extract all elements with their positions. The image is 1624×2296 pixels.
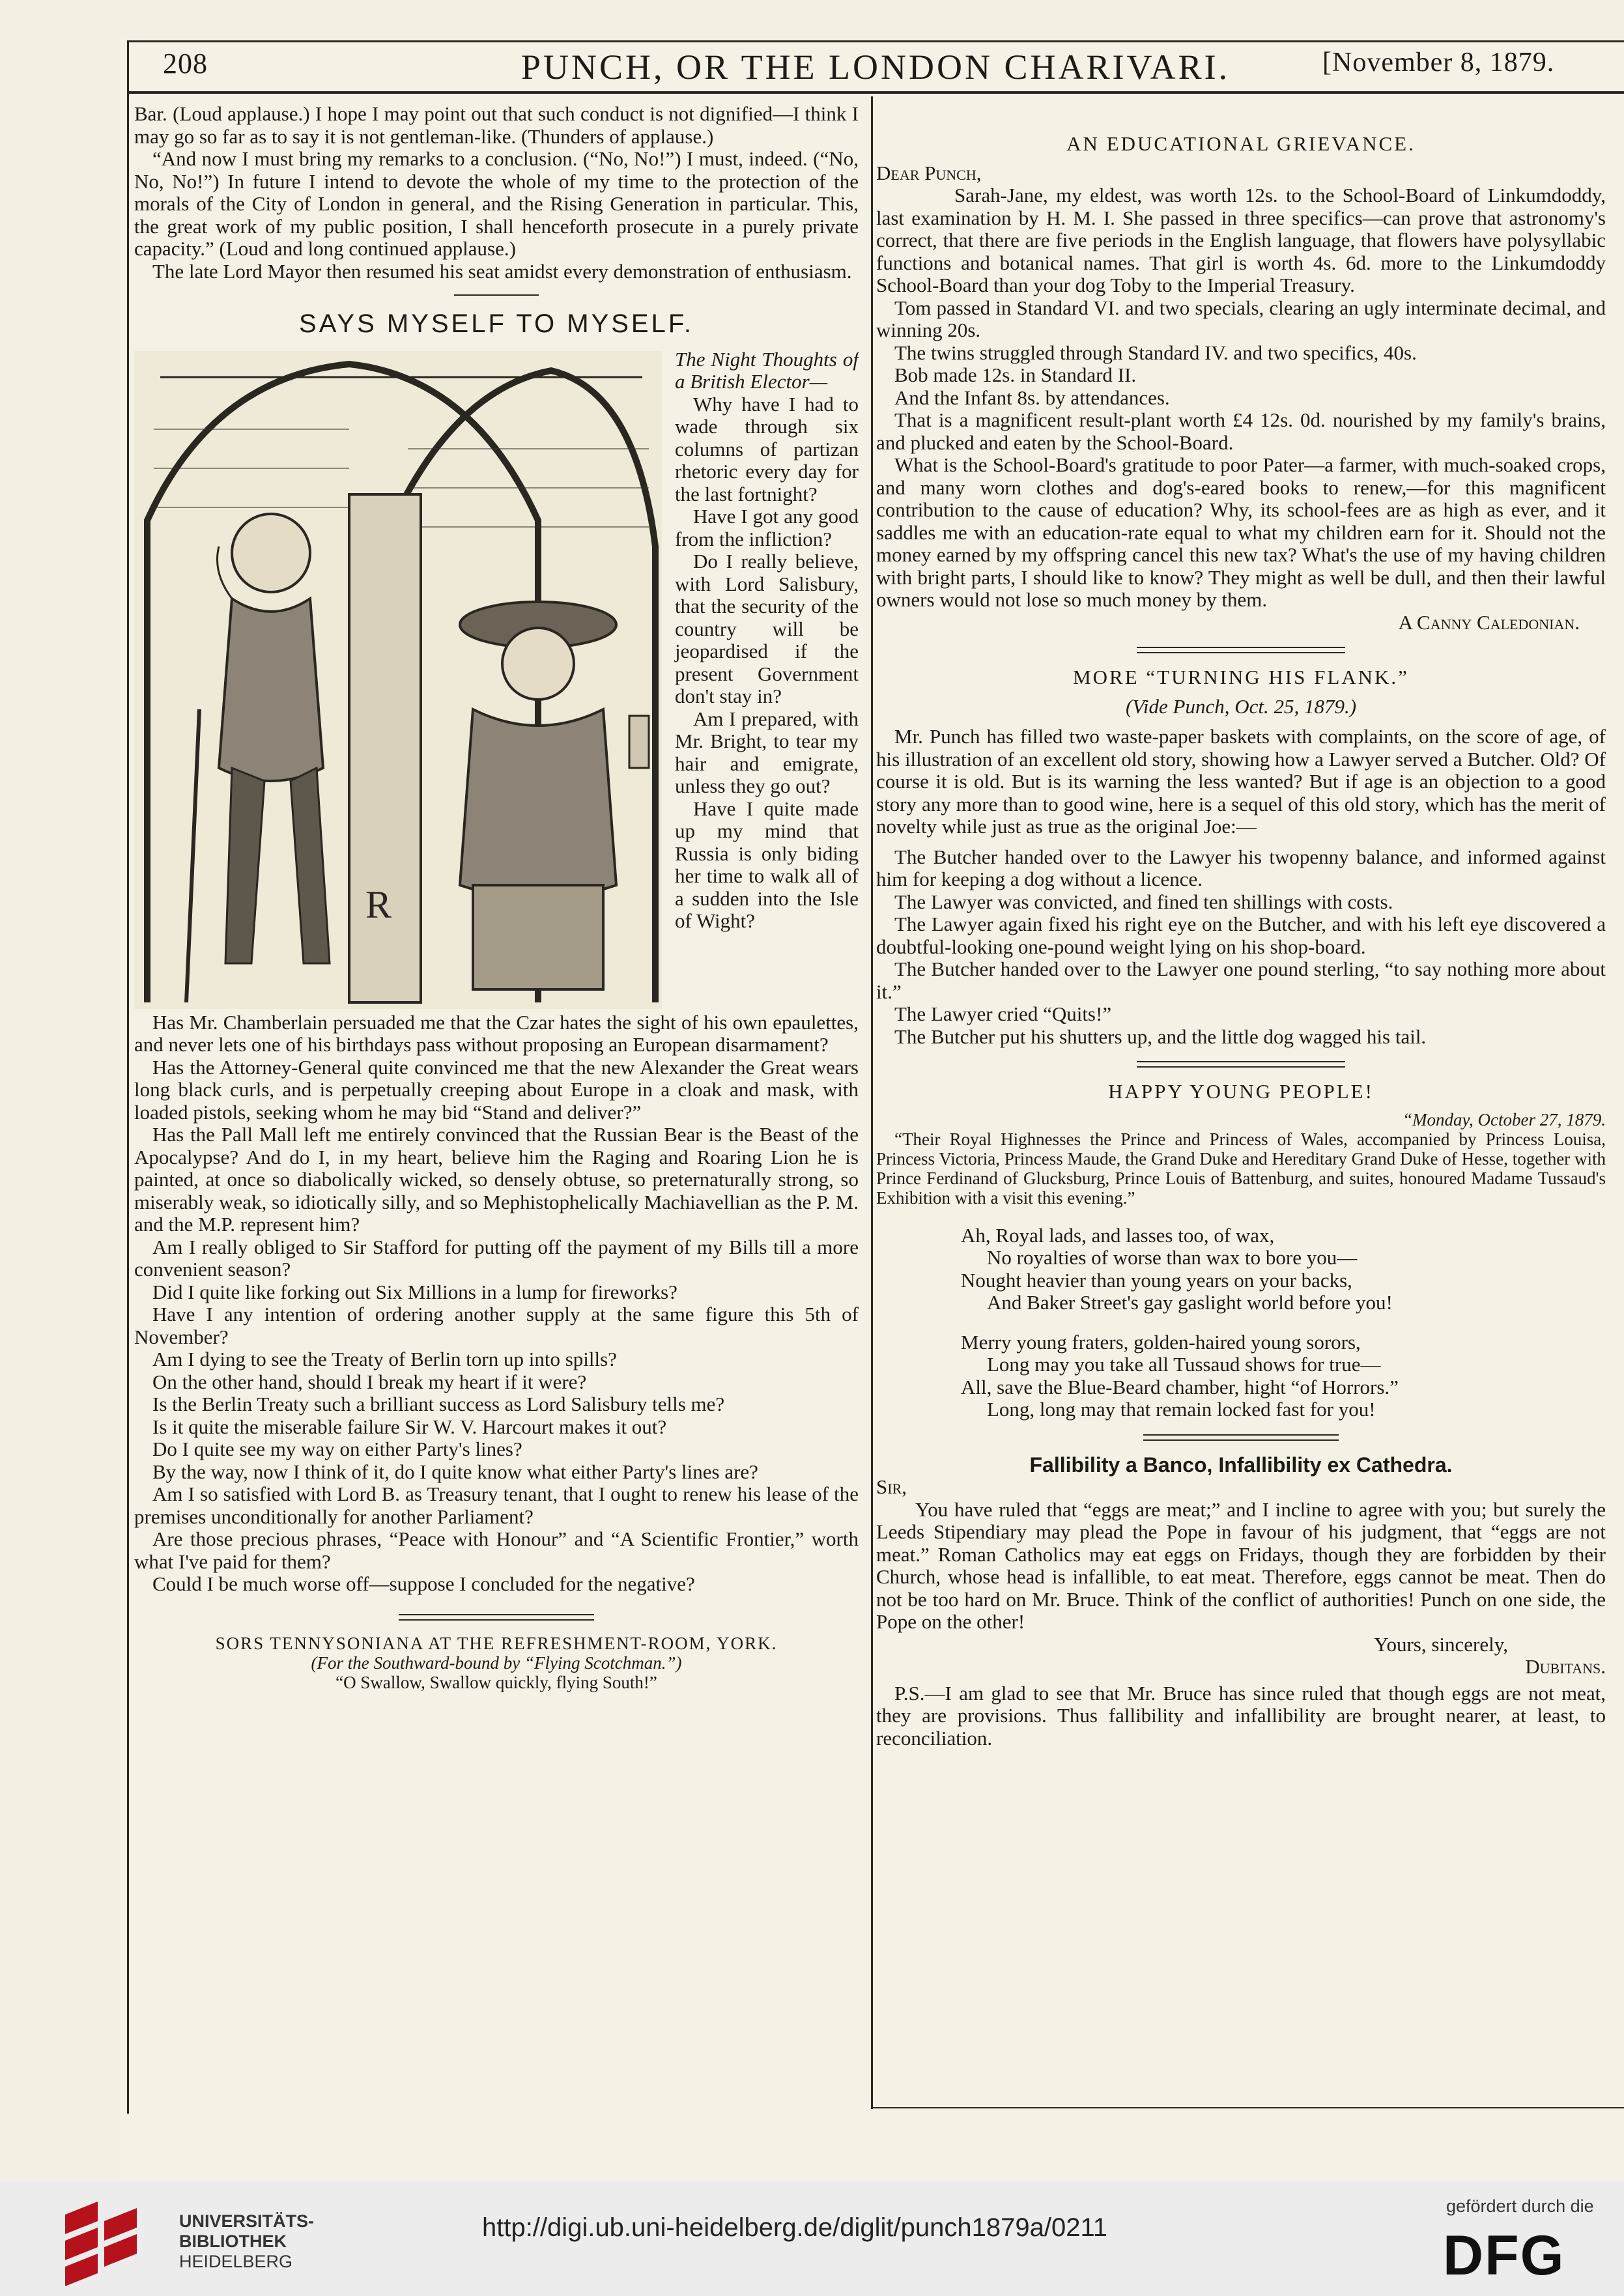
header-rule bbox=[127, 91, 1624, 94]
grievance-paragraph: And the Infant 8s. by attendances. bbox=[894, 386, 1170, 409]
issue-date: [November 8, 1879. bbox=[1322, 48, 1555, 78]
article-paragraph: The Night Thoughts of a British Elector— bbox=[675, 348, 859, 393]
article-paragraph: Why have I had to wade through six columns of partizan rhetoric every day for the last fortnight? bbox=[675, 392, 859, 505]
happy-notice: “Their Royal Highnesses the Prince and Princess of Wales, accompanied by Princess Louisa, Princess Victoria, Princess Maude, the Grand Duke and Hereditary Grand Duke of Hesse, together with Prince Ferdinand of Glucksburg, Prince Louis of Battenburg, and suites, honoured Madame Tussaud's Exhibition with a visit this evening.” bbox=[876, 1129, 1606, 1208]
flank-paragraph: Mr. Punch has filled two waste-paper baskets with complaints, on the score of age, of his illustration of an excellent old story, showing how a Lawyer served a Butcher. Old? Of course it is old. But is its warning the less wanted? But if age is an objection to a good story any more than to good wine, here is a sequel of this old story, which has the merit of novelty while just as true as the original Joe:— bbox=[876, 725, 1606, 838]
article-body bbox=[134, 348, 859, 1012]
library-name bbox=[179, 2211, 314, 2272]
grievance-paragraph: What is the School-Board's gratitude to poor Pater—a farmer, with much-soaked crops, and many worn clothes and dog's-eared books to renew,—for this magnificent contribution to the cause of education? Why, its school-fees are as high as ever, and it saddles me with an education-rate equal to what my children earn for it. Should not the money earned by my offspring cancel this new tax? What's the use of my having children with bright parts, I should like to know? They might as well be dull, and then their lawful owners would not lose so much money by them. bbox=[876, 453, 1606, 611]
article-paragraph: Is the Berlin Treaty such a brilliant success as Lord Salisbury tells me? bbox=[152, 1393, 725, 1415]
verse-line: Nought heavier than young years on your backs, bbox=[961, 1268, 1352, 1292]
article-paragraph: Am I really obliged to Sir Stafford for putting off the payment of my Bills till a more convenient season? bbox=[134, 1235, 859, 1281]
fallibility-signature: Dubitans. bbox=[1525, 1655, 1606, 1678]
happy-title: HAPPY YOUNG PEOPLE! bbox=[1108, 1080, 1374, 1103]
verse-line: All, save the Blue-Beard chamber, hight “of Horrors.” bbox=[961, 1375, 1399, 1398]
article-paragraph: On the other hand, should I break my heart if it were? bbox=[152, 1370, 587, 1393]
article-paragraph: Did I quite like forking out Six Millions in a lump for fireworks? bbox=[152, 1280, 677, 1303]
verse-line: No royalties of worse than wax to bore you— bbox=[987, 1246, 1358, 1269]
library-name-line: HEIDELBERG bbox=[179, 2252, 293, 2271]
article-paragraph: Has the Pall Mall left me entirely convinced that the Russian Bear is the Beast of the Apocalypse? And do I, in my heart, believe him the Raging and Roaring Lion he is painted, at once so diabolically wicked, so densely obtuse, so preternaturally strong, so miserably weak, so idiotically silly, and so Mephistophelically Machiavellian as the P. M. and the M.P. represent him? bbox=[134, 1123, 859, 1236]
library-name-line: UNIVERSITÄTS- bbox=[179, 2211, 315, 2231]
flank-paragraph: The Lawyer again fixed his right eye on the Butcher, and with his left eye discovered a doubtful-looking one-pound weight lying on his shop-board. bbox=[876, 913, 1606, 958]
left-column bbox=[134, 103, 859, 1692]
verse-line: Long, long may that remain locked fast for you! bbox=[987, 1398, 1376, 1421]
fallibility-title: Fallibility a Banco, Infallibility ex Cathedra. bbox=[1029, 1453, 1453, 1477]
column-divider bbox=[871, 96, 873, 2109]
grievance-signature: A Canny Caledonian. bbox=[1398, 610, 1580, 634]
page-title: PUNCH, OR THE LONDON CHARIVARI. bbox=[521, 48, 1231, 87]
article-paragraph: Am I so satisfied with Lord B. as Treasury tenant, that I ought to renew his lease of the premises unconditionally for another Parliament? bbox=[134, 1482, 859, 1528]
fallibility-salutation: Sir, bbox=[876, 1475, 907, 1498]
section-rule bbox=[454, 294, 539, 296]
library-name-line: BIBLIOTHEK bbox=[179, 2232, 287, 2251]
article-paragraph: Are those precious phrases, “Peace with Honour” and “A Scientific Frontier,” worth what I've paid for them? bbox=[134, 1527, 859, 1573]
article-paragraph: Have I any intention of ordering another supply at the same figure this 5th of November? bbox=[134, 1303, 859, 1348]
article-paragraph: Do I quite see my way on either Party's lines? bbox=[152, 1438, 522, 1460]
article-paragraph: Do I really believe, with Lord Salisbury, that the security of the country will be jeopardised if the present Government don't stay in? bbox=[675, 550, 859, 707]
article-paragraph: Has the Attorney-General quite convinced me that the new Alexander the Great wears long black curls, and is perpetually creeping about Europe in a cloak and mask, with loaded pistols, seeking whom he may bid “Stand and deliver?” bbox=[134, 1055, 859, 1124]
intro-paragraph: The late Lord Mayor then resumed his seat amidst every demonstration of enthusiasm. bbox=[152, 259, 852, 283]
funding-label: gefördert durch die bbox=[1446, 2196, 1594, 2216]
university-library-logo-icon bbox=[52, 2195, 150, 2293]
dfg-logo-icon bbox=[1443, 2228, 1606, 2280]
article-paragraph: Is it quite the miserable failure Sir W. V. Harcourt makes it out? bbox=[152, 1415, 667, 1438]
grievance-paragraph: Sarah-Jane, my eldest, was worth 12s. to the School-Board of Linkumdoddy, last examination by H. M. I. She passed in three specifics—can prove that astronomy's correct, that there are five periods in the English language, that flowers have polysyllabic functions and botanical names. That girl is worth 4s. 6d. more to the Linkumdoddy School-Board than your dog Toby to the Imperial Treasury. bbox=[876, 184, 1606, 296]
fallibility-paragraph: You have ruled that “eggs are meat;” and I incline to agree with you; but surely the Leeds Stipendiary may plead the Pope in favour of his judgment, that “eggs are not meat.” Roman Catholics may eat eggs on Fridays, though they are forbidden by their Church, whose head is infallible, to eat meat. Therefore, eggs cannot be meat. Then do not be too hard on Mr. Bruce. Think of the conflict of authorities! Punch on one side, the Pope on the other! bbox=[876, 1497, 1606, 1633]
article-paragraph: Am I prepared, with Mr. Bright, to tear my hair and emigrate, unless they go out? bbox=[675, 707, 859, 797]
grievance-paragraph: The twins struggled through Standard IV. and two specifics, 40s. bbox=[894, 341, 1417, 364]
article-paragraph: Have I got any good from the infliction? bbox=[675, 505, 859, 550]
svg-text:R: R bbox=[365, 883, 392, 926]
section-rule bbox=[1137, 647, 1345, 653]
section-rule bbox=[1137, 1061, 1345, 1068]
verse-line: Merry young fraters, golden-haired young sorors, bbox=[961, 1330, 1361, 1354]
flank-paragraph: The Butcher handed over to the Lawyer one pound sterling, “to say nothing more about it.” bbox=[876, 957, 1606, 1003]
tennysoniana-title: SORS TENNYSONIANA AT THE REFRESHMENT-ROOM, YORK. bbox=[215, 1633, 778, 1653]
flank-paragraph: The Lawyer cried “Quits!” bbox=[894, 1002, 1112, 1025]
article-title: SAYS MYSELF TO MYSELF. bbox=[299, 309, 694, 338]
cartoon-illustration bbox=[134, 351, 662, 1009]
article-paragraph: Am I dying to see the Treaty of Berlin torn up into spills? bbox=[152, 1348, 617, 1370]
article-paragraph: Has Mr. Chamberlain persuaded me that the Czar hates the sight of his own epaulettes, and never lets one of his birthdays pass without proposing an European disarmament? bbox=[134, 1010, 859, 1056]
grievance-paragraph: Bob made 12s. in Standard II. bbox=[894, 363, 1137, 386]
flank-subtitle: (Vide Punch, Oct. 25, 1879.) bbox=[1125, 694, 1357, 718]
grievance-paragraph: Tom passed in Standard VI. and two specials, clearing an ugly interminate decimal, and winning 20s. bbox=[876, 296, 1606, 341]
grievance-salutation: Dear Punch, bbox=[876, 161, 982, 184]
intro-paragraph: Bar. (Loud applause.) I hope I may point out that such conduct is not dignified—I think I may go so far as to say it is not gentleman-like. (Thunders of applause.) bbox=[134, 102, 859, 148]
flank-paragraph: The Lawyer was convicted, and fined ten shillings with costs. bbox=[894, 890, 1393, 913]
article-paragraph: Could I be much worse off—suppose I concluded for the negative? bbox=[152, 1572, 695, 1595]
intro-paragraph: “And now I must bring my remarks to a conclusion. (“No, No!”) I must, indeed. (“No, No, No!”) In future I intend to devote the whole of my time to the protection of the morals of the City of London in general, and the Rising Generation in particular. This, the great work of my public position, I shall henceforth prosecute in a purely private capacity.” (Loud and long continued applause.) bbox=[134, 147, 859, 260]
happy-verse bbox=[961, 1225, 1606, 1421]
section-rule bbox=[1143, 1434, 1339, 1441]
flank-paragraph: The Butcher put his shutters up, and the little dog wagged his tail. bbox=[894, 1025, 1427, 1048]
article-paragraph: By the way, now I think of it, do I quite know what either Party's lines are? bbox=[152, 1460, 758, 1483]
dfg-logo-text: DFG bbox=[1443, 2228, 1565, 2280]
verse-line: Long may you take all Tussaud shows for true— bbox=[987, 1353, 1381, 1376]
verse-line: And Baker Street's gay gaslight world before you! bbox=[987, 1291, 1393, 1314]
flank-title: MORE “TURNING HIS FLANK.” bbox=[1073, 666, 1409, 688]
article-paragraph: Have I quite made up my mind that Russia is only biding her time to walk all of a sudden into the Isle of Wight? bbox=[675, 797, 859, 932]
flank-paragraph: The Butcher handed over to the Lawyer his twopenny balance, and informed against him for keeping a dog without a licence. bbox=[876, 845, 1606, 890]
page-number: 208 bbox=[163, 48, 208, 79]
tennysoniana-quote: “O Swallow, Swallow quickly, flying South!” bbox=[335, 1672, 657, 1692]
section-rule bbox=[399, 1614, 594, 1621]
happy-dateline: “Monday, October 27, 1879. bbox=[1403, 1109, 1606, 1129]
fallibility-closing: Yours, sincerely, bbox=[1374, 1632, 1508, 1656]
grievance-paragraph: That is a magnificent result-plant worth £4 12s. 0d. nourished by my family's brains, and plucked and eaten by the School-Board. bbox=[876, 408, 1606, 454]
bottom-rule bbox=[871, 2107, 1624, 2108]
fallibility-postscript: P.S.—I am glad to see that Mr. Bruce has since ruled that though eggs are not meat, they are provisions. Thus fallibility and infallibility are brought nearer, at least, to reconciliation. bbox=[876, 1681, 1606, 1750]
grievance-title: AN EDUCATIONAL GRIEVANCE. bbox=[1066, 132, 1416, 155]
right-column bbox=[876, 103, 1606, 1750]
verse-line: Ah, Royal lads, and lasses too, of wax, bbox=[961, 1223, 1275, 1247]
tennysoniana-subtitle: (For the Southward-bound by “Flying Scotchman.”) bbox=[311, 1652, 682, 1673]
document-url-link[interactable]: http://digi.ub.uni-heidelberg.de/diglit/punch1879a/0211 bbox=[482, 2213, 1107, 2242]
